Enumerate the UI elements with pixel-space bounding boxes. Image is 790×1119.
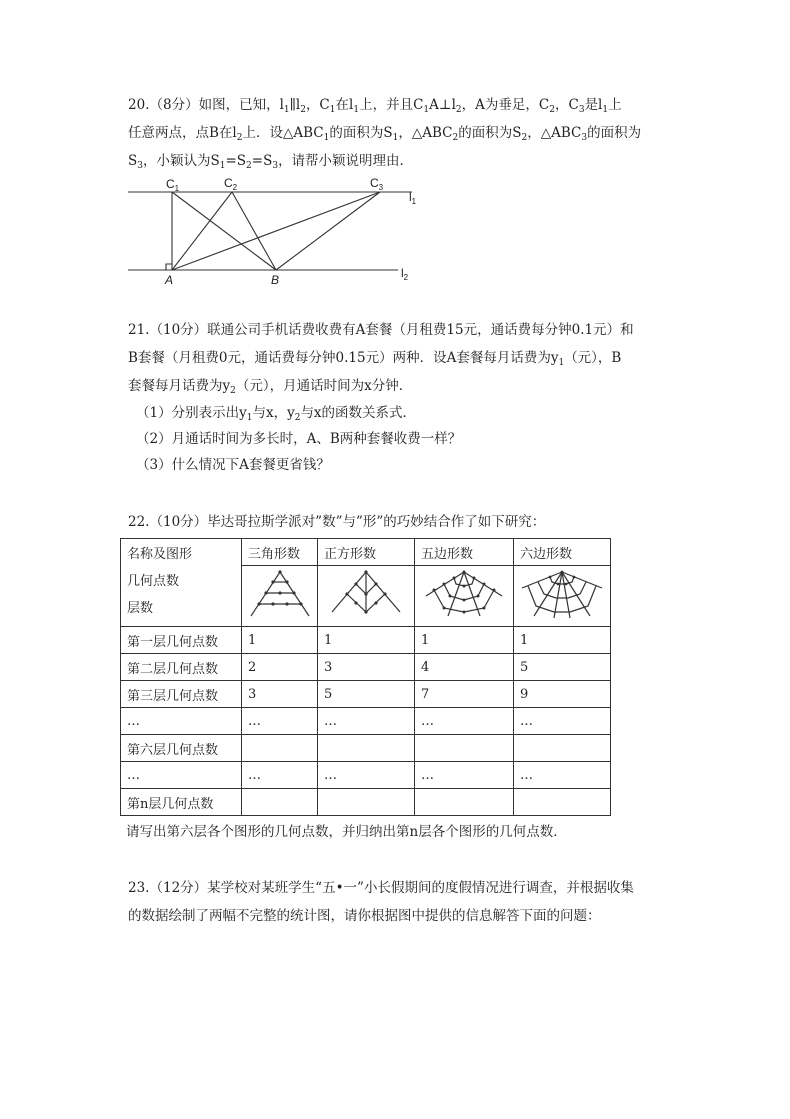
q23-line-1: 23.（12分）某学校对某班学生“五•一”小长假期间的度假情况进行调查，并根据收集 bbox=[128, 880, 634, 896]
label-c2: $C_2$ bbox=[224, 176, 238, 192]
table-cell: 7 bbox=[415, 681, 514, 708]
segment-c2-b bbox=[232, 192, 276, 270]
pythagorean-numbers-table bbox=[120, 538, 611, 816]
column-header: 正方形数 bbox=[318, 539, 415, 566]
corner-line-1: 名称及图形 bbox=[127, 547, 193, 562]
q21-line-3: 套餐每月话费为$y_2$（元），月通话时间为x分钟． bbox=[128, 378, 413, 396]
q22-intro: 22.（10分）毕达哥拉斯学派对”数”与”形”的巧妙结合作了如下研究： bbox=[128, 514, 546, 530]
answer-cell bbox=[415, 789, 514, 816]
row-label: 第三层几何点数 bbox=[121, 681, 242, 708]
table-cell: 3 bbox=[318, 654, 415, 681]
table-cell: 1 bbox=[514, 627, 611, 654]
table-cell: 2 bbox=[242, 654, 318, 681]
q23-line-2: 的数据绘制了两幅不完整的统计图，请你根据图中提供的信息解答下面的问题： bbox=[128, 908, 601, 924]
column-header: 三角形数 bbox=[242, 539, 318, 566]
hexagon-figure-icon bbox=[520, 566, 604, 622]
segment-c3-a bbox=[172, 192, 380, 270]
table-cell: … bbox=[415, 708, 514, 735]
table-cell: … bbox=[415, 762, 514, 789]
table-cell: … bbox=[514, 708, 611, 735]
label-c1: $C_1$ bbox=[166, 177, 180, 193]
corner-line-2: 几何点数 bbox=[127, 574, 180, 589]
answer-cell bbox=[242, 735, 318, 762]
table-row bbox=[121, 627, 611, 654]
answer-cell bbox=[514, 735, 611, 762]
answer-cell bbox=[415, 735, 514, 762]
table-row bbox=[121, 735, 611, 762]
q20-line-3: $S_3$，小颖认为$S_1=S_2=S_3$，请帮小颖说明理由． bbox=[128, 153, 414, 171]
q21-line-1: 21.（10分）联通公司手机话费收费有A套餐（月租费15元，通话费每分钟0.1元）和 bbox=[128, 322, 634, 338]
q20-line-2: 任意两点，点B在$l_2$上．设$\triangle ABC_1$的面积为$S_1$，$\triangle ABC_2$的面积为$S_2$，$\triangle ABC_3$的面积为 bbox=[128, 125, 642, 143]
table-cell: … bbox=[514, 762, 611, 789]
row-label: … bbox=[121, 708, 242, 735]
q21-sub-3: （3）什么情况下A套餐更省钱？ bbox=[136, 457, 330, 473]
table-cell: 1 bbox=[415, 627, 514, 654]
q20-line-1: 20.（8分）如图，已知，$l_1\parallel l_2$，$C_1$在$l_1$上，并且$C_1A\perp l_2$，A为垂足，$C_2$，$C_3$是$l_1$上 bbox=[128, 97, 622, 115]
square-figure-icon bbox=[326, 566, 406, 622]
row-label: 第二层几何点数 bbox=[121, 654, 242, 681]
segment-c1-b bbox=[172, 192, 276, 270]
q21-line-2: B套餐（月租费0元，通话费每分钟0.15元）两种．设A套餐每月话费为$y_1$（元），B bbox=[128, 350, 622, 368]
label-c3: $C_3$ bbox=[370, 176, 384, 192]
label-a: A bbox=[165, 273, 174, 287]
parallel-lines-triangle-figure bbox=[120, 175, 430, 287]
table-cell: 5 bbox=[514, 654, 611, 681]
q21-sub-1: （1）分别表示出$y_1$与x，$y_2$与x的函数关系式． bbox=[136, 405, 417, 423]
table-row bbox=[121, 762, 611, 789]
table-cell: … bbox=[242, 708, 318, 735]
answer-cell bbox=[318, 789, 415, 816]
table-cell: 5 bbox=[318, 681, 415, 708]
table-cell: 9 bbox=[514, 681, 611, 708]
table-cell: … bbox=[242, 762, 318, 789]
square-number-figure bbox=[318, 566, 415, 627]
label-b: B bbox=[271, 273, 280, 287]
table-cell: … bbox=[318, 762, 415, 789]
table-corner-header bbox=[121, 539, 242, 627]
segment-c3-b bbox=[276, 192, 380, 270]
label-l2: $l_2$ bbox=[401, 266, 409, 282]
column-header: 五边形数 bbox=[415, 539, 514, 566]
row-label: 第六层几何点数 bbox=[121, 735, 242, 762]
column-header: 六边形数 bbox=[514, 539, 611, 566]
right-angle-mark bbox=[166, 264, 172, 270]
table-row bbox=[121, 708, 611, 735]
table-row bbox=[121, 789, 611, 816]
corner-line-3: 层数 bbox=[127, 601, 154, 616]
row-label: 第n层几何点数 bbox=[121, 789, 242, 816]
answer-cell bbox=[242, 789, 318, 816]
pentagon-number-figure bbox=[415, 566, 514, 627]
triangle-number-figure bbox=[242, 566, 318, 627]
table-cell: 3 bbox=[242, 681, 318, 708]
answer-cell bbox=[514, 789, 611, 816]
table-cell: … bbox=[318, 708, 415, 735]
label-l1: $l_1$ bbox=[409, 190, 417, 206]
triangle-figure-icon bbox=[245, 566, 315, 622]
table-row bbox=[121, 681, 611, 708]
pentagon-figure-icon bbox=[422, 566, 506, 622]
q22-footer: 请写出第六层各个图形的几何点数，并归纳出第n层各个图形的几何点数． bbox=[126, 824, 567, 840]
table-row bbox=[121, 654, 611, 681]
table-cell: 1 bbox=[318, 627, 415, 654]
row-label: … bbox=[121, 762, 242, 789]
table-cell: 1 bbox=[242, 627, 318, 654]
q21-sub-2: （2）月通话时间为多长时，A、B两种套餐收费一样？ bbox=[136, 431, 462, 447]
row-label: 第一层几何点数 bbox=[121, 627, 242, 654]
hexagon-number-figure bbox=[514, 566, 611, 627]
answer-cell bbox=[318, 735, 415, 762]
table-cell: 4 bbox=[415, 654, 514, 681]
